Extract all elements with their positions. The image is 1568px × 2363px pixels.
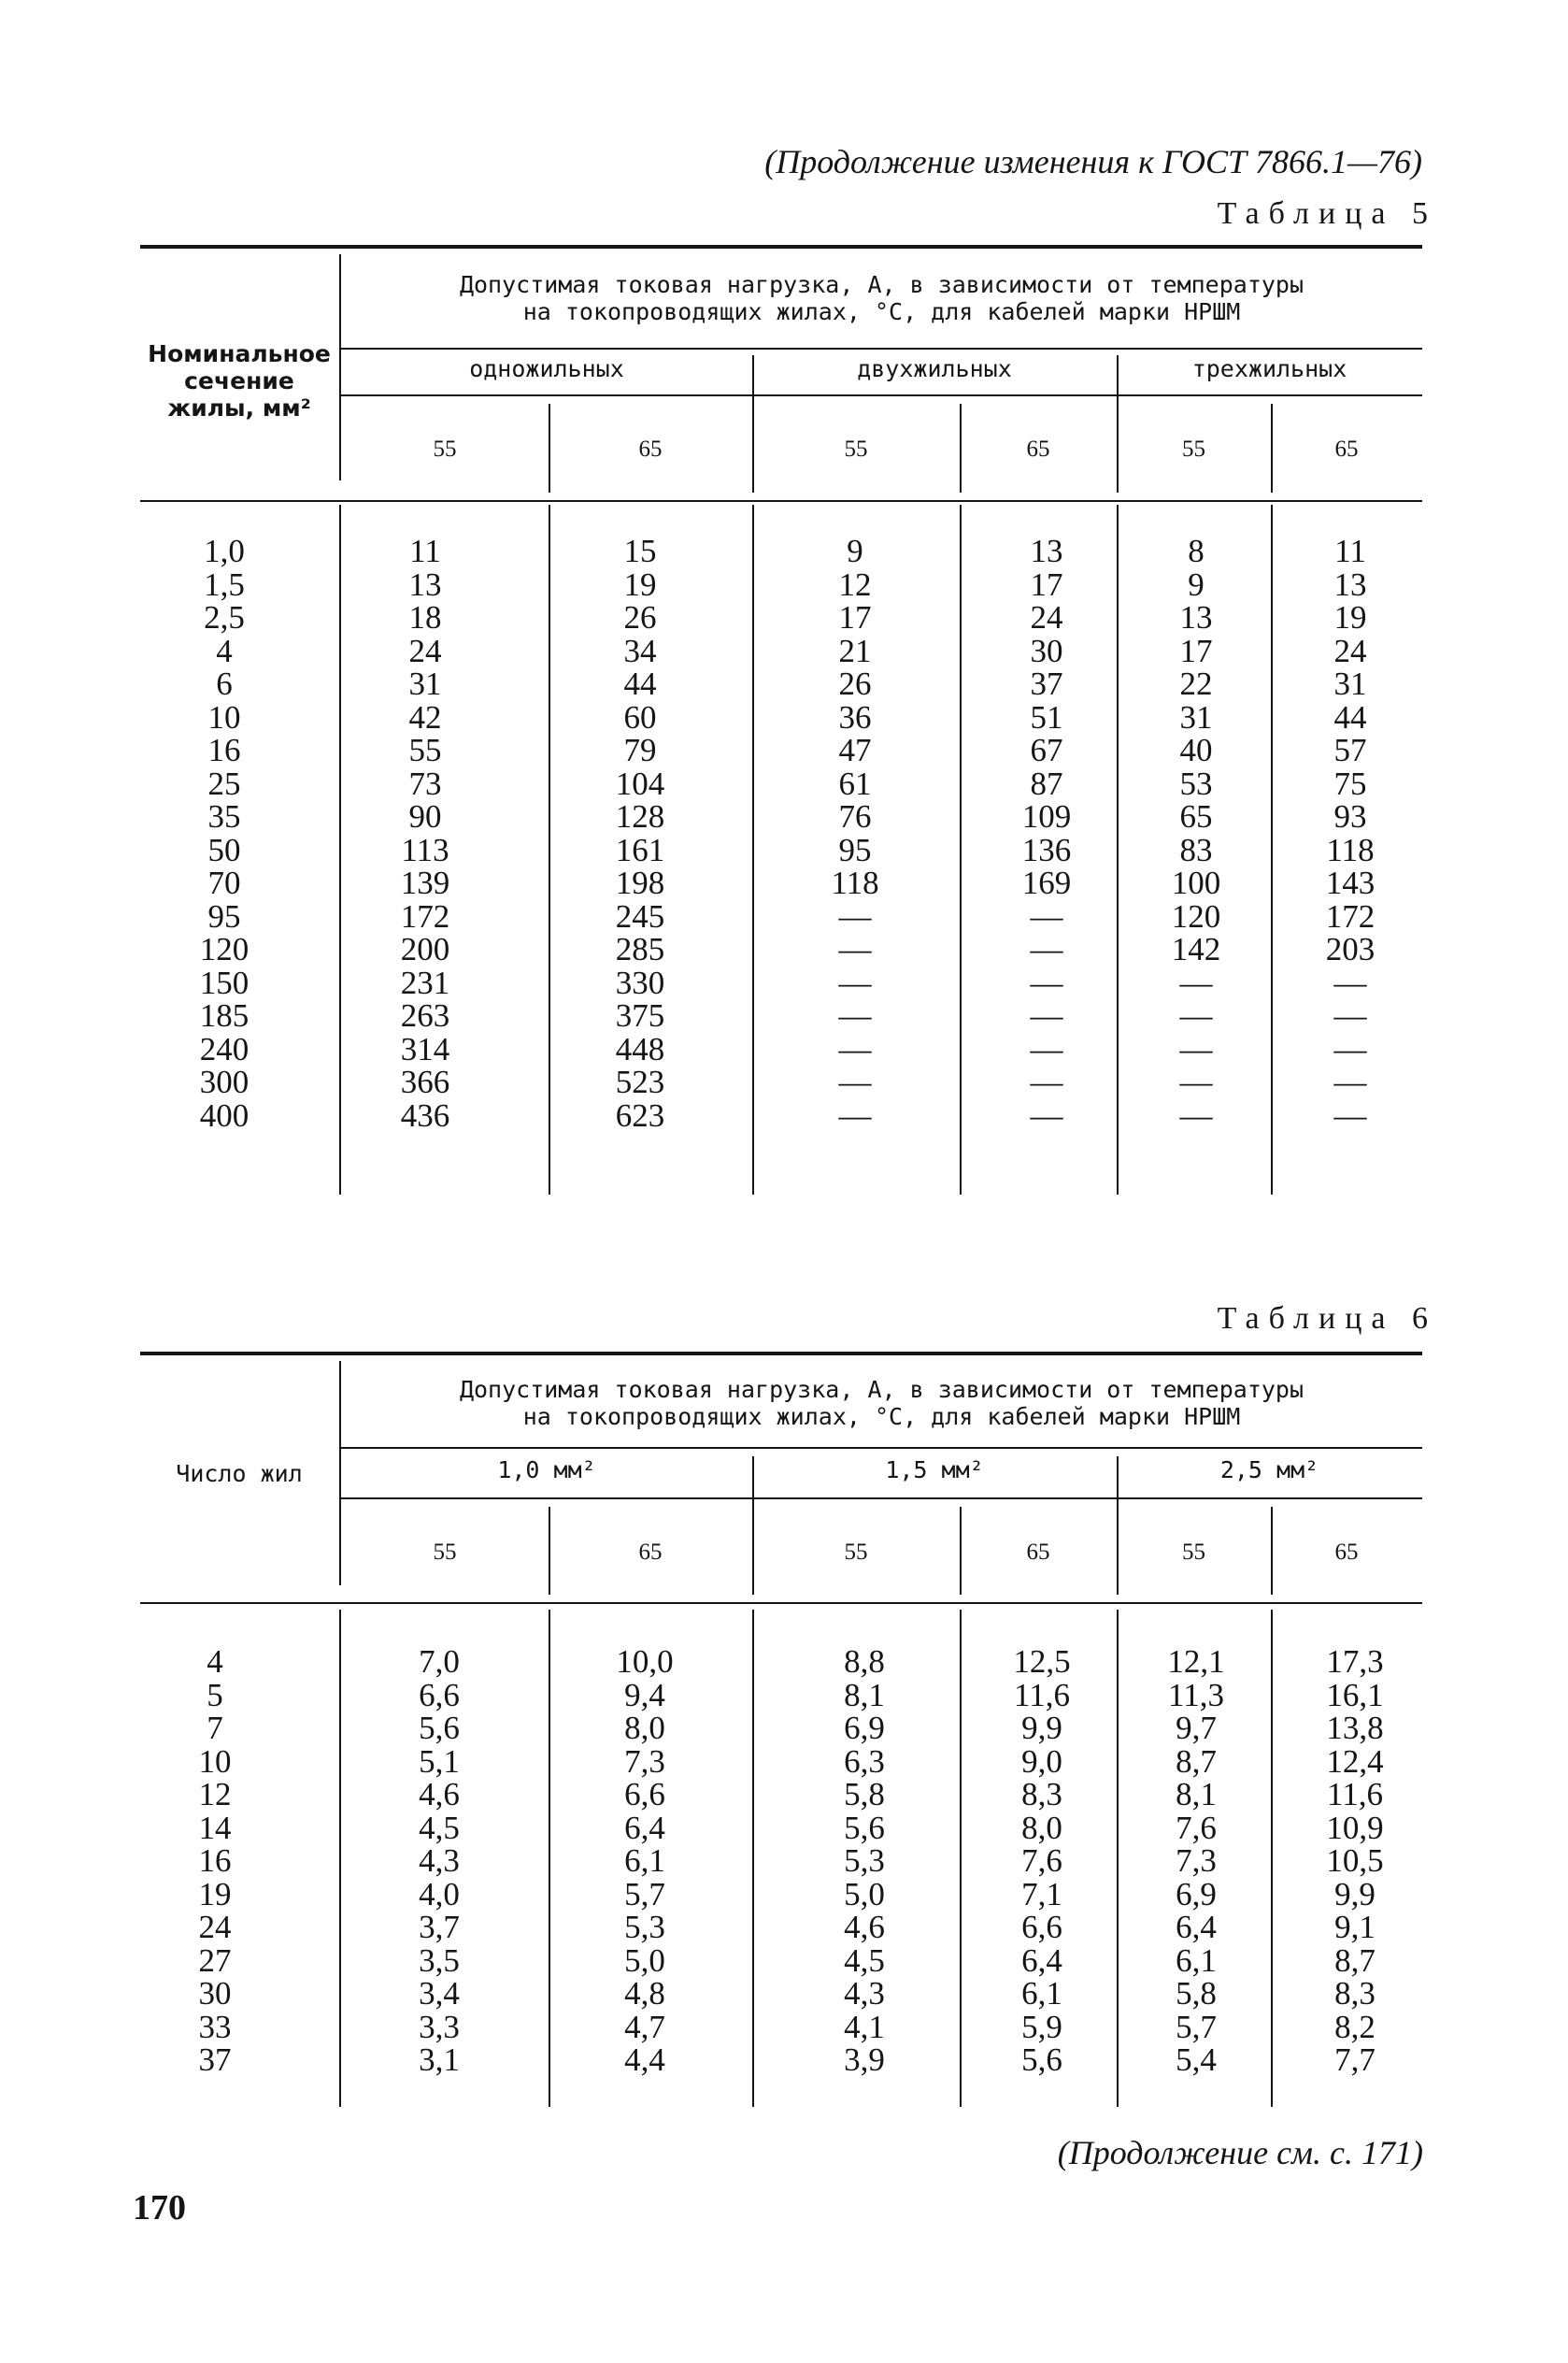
table5-header-rule — [341, 348, 1422, 350]
table5-col-single-65 — [584, 535, 696, 1132]
table6-cell: 4,5 — [844, 1941, 885, 1979]
table5-cell: 198 — [615, 865, 665, 901]
table6-cell: 4,1 — [844, 2008, 885, 2045]
table6-cell: 5,4 — [1176, 2041, 1217, 2078]
table5-cell: 169 — [1021, 865, 1072, 901]
table5-cell: 40 — [1179, 732, 1213, 768]
table5-cell: — — [1179, 1096, 1213, 1134]
table5-cell: 623 — [615, 1096, 665, 1134]
table5-cell: 75 — [1333, 765, 1367, 802]
table6-cores-cell: 37 — [198, 2041, 232, 2078]
table5-cell: 330 — [615, 964, 665, 1001]
table6-vrule — [960, 1507, 962, 1595]
table6-temp-55: 55 — [433, 1540, 457, 1565]
table6-cell: 4,3 — [844, 1975, 885, 2012]
table5-cell: 57 — [1333, 732, 1367, 768]
table5-section-cell: 2,5 — [204, 599, 245, 636]
table5-cell: — — [1333, 964, 1367, 1001]
table6-cell: 6,1 — [1021, 1975, 1062, 2012]
table5-cell: 67 — [1030, 732, 1063, 768]
table5-cell: 143 — [1325, 865, 1376, 901]
table5-cell: — — [1179, 1064, 1213, 1100]
table6-cell: 6,1 — [1176, 1941, 1217, 1979]
table6-cores-cell: 19 — [198, 1875, 232, 1912]
table5-cell: — — [838, 1030, 872, 1067]
table6-vrule — [1117, 1610, 1119, 2107]
table5-vrule — [752, 505, 754, 1195]
table5-cell: — — [1179, 964, 1213, 1001]
table5-cell: 11 — [409, 533, 441, 569]
table5-cell: 263 — [400, 997, 450, 1034]
table5-cell: 100 — [1171, 865, 1221, 901]
table5-cell: 172 — [400, 897, 450, 935]
table5-temp-65: 65 — [638, 437, 663, 462]
document-header: (Продолжение изменения к ГОСТ 7866.1—76) — [764, 143, 1422, 180]
table5-section-cell: 25 — [207, 765, 241, 802]
table5-cell: 42 — [408, 698, 442, 736]
table6-cell: 5,7 — [1176, 2008, 1217, 2045]
table6-cell: 11,3 — [1168, 1676, 1224, 1713]
table5-col-three-65 — [1304, 535, 1397, 1132]
table5-section-cell: 240 — [199, 1030, 249, 1067]
table5-cell: — — [1179, 1030, 1213, 1067]
table6-cell: 3,9 — [844, 2041, 885, 2078]
table6-cores-cell: 7 — [207, 1710, 223, 1746]
table6-cell: 7,0 — [419, 1643, 460, 1680]
table5-cell: — — [1333, 1096, 1367, 1134]
table5-row-header-line2: сечение — [184, 367, 294, 394]
table5-cell: 9 — [847, 533, 863, 569]
table6-cell: 5,0 — [624, 1941, 665, 1979]
table6-cell: 7,3 — [1176, 1842, 1217, 1879]
table6-cell: 9,4 — [624, 1676, 665, 1713]
table5-cell: 314 — [400, 1030, 450, 1067]
table6-cell: 4,8 — [624, 1975, 665, 2012]
table5-section-cell: 150 — [199, 964, 249, 1001]
table5-cell: 523 — [615, 1064, 665, 1100]
table6-col-2-5-55 — [1145, 1645, 1247, 2077]
table6-cores-cell: 4 — [207, 1643, 223, 1680]
table6-cell: 6,4 — [1176, 1909, 1217, 1945]
table5-cell: 17 — [1030, 566, 1063, 603]
table6-cell: 7,1 — [1021, 1875, 1062, 1912]
table5-section-cell: 95 — [207, 897, 241, 935]
table5-cell: 366 — [400, 1064, 450, 1100]
table5-cell: 203 — [1325, 931, 1376, 967]
table5-vrule — [549, 404, 550, 493]
table6-cell: 8,0 — [624, 1710, 665, 1746]
table5-cell: 13 — [1030, 533, 1063, 569]
table6-vrule — [752, 1610, 754, 2107]
table5-cell: 31 — [408, 666, 442, 702]
table5-cell: 136 — [1021, 831, 1072, 868]
table6-cell: 9,0 — [1021, 1742, 1062, 1780]
table6-cell: 5,8 — [844, 1776, 885, 1812]
table6-cell: 8,3 — [1021, 1776, 1062, 1812]
table6-cores-cell: 12 — [198, 1776, 232, 1812]
table5-col-two-65 — [991, 535, 1103, 1132]
table6-cell: 12,5 — [1013, 1643, 1071, 1680]
table5-cell: 24 — [408, 632, 442, 669]
table5-vrule — [549, 505, 550, 1195]
table6-cell: 5,1 — [419, 1742, 460, 1780]
table5-group-rule — [341, 394, 1422, 396]
table5-cell: 11 — [1334, 533, 1366, 569]
table5-cell: 83 — [1179, 831, 1213, 868]
table5-cell: 161 — [615, 831, 665, 868]
table6-vrule — [1271, 1610, 1273, 2107]
table5-cell: 26 — [838, 666, 872, 702]
table6-cell: 4,6 — [419, 1776, 460, 1812]
table6-cores-cell: 5 — [207, 1676, 223, 1713]
table5-cell: 17 — [1179, 632, 1213, 669]
table6-cell: 4,4 — [624, 2041, 665, 2078]
table5-vrule — [1117, 505, 1119, 1195]
table5-cell: 13 — [408, 566, 442, 603]
table6-cell: 7,6 — [1176, 1809, 1217, 1846]
table5-cell: — — [1030, 1096, 1063, 1134]
table5-cell: 375 — [615, 997, 665, 1034]
table6-cell: 5,8 — [1176, 1975, 1217, 2012]
table5-cell: 31 — [1179, 698, 1213, 736]
table5-body-rule — [140, 500, 1422, 502]
table6-cell: 6,6 — [419, 1676, 460, 1713]
table6-cell: 9,7 — [1176, 1710, 1217, 1746]
table6-cell: 3,3 — [419, 2008, 460, 2045]
table6-cell: 13,8 — [1326, 1710, 1384, 1746]
table6-cell: 10,9 — [1326, 1809, 1384, 1846]
table6-header-rule — [341, 1447, 1422, 1449]
table5-section-cell: 35 — [207, 798, 241, 835]
table6-cores-cell: 10 — [198, 1742, 232, 1780]
table6-cell: 9,1 — [1334, 1909, 1376, 1945]
table6-cores-cell: 14 — [198, 1809, 232, 1846]
table6-cell: 4,6 — [844, 1909, 885, 1945]
table5-cell: — — [838, 1096, 872, 1134]
table5-cell: 19 — [1333, 599, 1367, 636]
table5-section-cell: 1,0 — [204, 533, 245, 569]
table6-cell: 4,7 — [624, 2008, 665, 2045]
table6-cell: 4,0 — [419, 1875, 460, 1912]
table5-group-two-core: двухжильных — [857, 355, 1012, 382]
table5-cell: 13 — [1333, 566, 1367, 603]
table5-cell: 51 — [1030, 698, 1063, 736]
table5-temp-65: 65 — [1334, 437, 1359, 462]
table5-cell: 79 — [623, 732, 657, 768]
table6-top-rule — [140, 1352, 1422, 1355]
table6-cell: 11,6 — [1014, 1676, 1070, 1713]
table5-cell: 73 — [408, 765, 442, 802]
table6-vrule — [339, 1610, 341, 2107]
table6-cell: 7,7 — [1334, 2041, 1376, 2078]
table6-cell: 6,4 — [624, 1809, 665, 1846]
page-number: 170 — [133, 2188, 186, 2227]
table5-cell: 18 — [408, 599, 442, 636]
table6-temp-55: 55 — [1182, 1540, 1205, 1565]
table5-vrule — [752, 355, 754, 493]
table5-cell: 120 — [1171, 897, 1221, 935]
table5-cell: — — [1030, 964, 1063, 1001]
table6-cell: 5,6 — [1021, 2041, 1062, 2078]
table5-cell: 118 — [831, 865, 879, 901]
table6-cell: 8,8 — [844, 1643, 885, 1680]
table5-cell: 44 — [623, 666, 657, 702]
table5-cell: 109 — [1021, 798, 1072, 835]
table5-cell: 113 — [401, 831, 449, 868]
table5-row-header-line1: Номинальное — [148, 340, 331, 367]
table5-cell: — — [838, 931, 872, 967]
table5-cell: 30 — [1030, 632, 1063, 669]
table5-cell: — — [1030, 1030, 1063, 1067]
table5-cell: 36 — [838, 698, 872, 736]
table5-cell: 60 — [623, 698, 657, 736]
table5-main-header — [341, 271, 1422, 325]
table5-cell: 118 — [1326, 831, 1375, 868]
table5-cell: — — [1030, 997, 1063, 1034]
table5-cell: 436 — [400, 1096, 450, 1134]
table6-cell: 5,3 — [844, 1842, 885, 1879]
table5-cell: 76 — [838, 798, 872, 835]
table6-cell: 7,6 — [1021, 1842, 1062, 1879]
table5-cell: — — [838, 897, 872, 935]
table6-group-1-5: 1,5 мм² — [885, 1456, 984, 1483]
table5-cell: 13 — [1179, 599, 1213, 636]
table5-group-single-core: одножильных — [469, 355, 624, 382]
table6-cell: 8,1 — [844, 1676, 885, 1713]
table6-cell: 6,3 — [844, 1742, 885, 1780]
table6-vrule — [549, 1610, 550, 2107]
table6-main-header — [341, 1376, 1422, 1430]
table5-cell: 37 — [1030, 666, 1063, 702]
table5-section-cell: 1,5 — [204, 566, 245, 603]
table5-section-column — [178, 535, 271, 1132]
table5-vrule — [1271, 505, 1273, 1195]
table5-cell: 104 — [615, 765, 665, 802]
table6-cell: 5,6 — [844, 1809, 885, 1846]
table6-cell: 9,9 — [1334, 1875, 1376, 1912]
table6-col-1-0-55 — [388, 1645, 491, 2077]
table6-group-1-0: 1,0 мм² — [497, 1456, 596, 1483]
table6-temp-65: 65 — [1026, 1540, 1050, 1565]
table6-cell: 3,1 — [419, 2041, 460, 2078]
table5-cell: — — [1333, 1064, 1367, 1100]
table6-cell: 10,0 — [616, 1643, 674, 1680]
table5-section-cell: 70 — [207, 865, 241, 901]
table6-vrule — [752, 1456, 754, 1595]
table5-cell: 15 — [623, 533, 657, 569]
table6-cell: 7,3 — [624, 1742, 665, 1780]
table6-main-header-line2: на токопроводящих жилах, °С, для кабелей марки НРШМ — [522, 1403, 1241, 1430]
table5-vrule — [1117, 355, 1119, 493]
table5-cell: — — [1030, 1064, 1063, 1100]
table5-cell: 21 — [838, 632, 872, 669]
table6-cores-cell: 27 — [198, 1941, 232, 1979]
table5-cell: 172 — [1325, 897, 1376, 935]
table6-cell: 3,7 — [419, 1909, 460, 1945]
table6-cell: 8,3 — [1334, 1975, 1376, 2012]
table5-section-cell: 185 — [199, 997, 249, 1034]
table6-vrule — [339, 1361, 341, 1585]
table5-cell: 200 — [400, 931, 450, 967]
table6-cell: 5,3 — [624, 1909, 665, 1945]
table6-cell: 5,6 — [419, 1710, 460, 1746]
table6-cell: 4,3 — [419, 1842, 460, 1879]
table5-cell: 65 — [1179, 798, 1213, 835]
table6-temp-65: 65 — [638, 1540, 663, 1565]
table5-cell: 90 — [408, 798, 442, 835]
table5-cell: — — [1179, 997, 1213, 1034]
table6-cell: 4,5 — [419, 1809, 460, 1846]
table5-cell: — — [838, 1064, 872, 1100]
table6-cell: 6,1 — [624, 1842, 665, 1879]
table5-col-single-55 — [374, 535, 477, 1132]
table5-caption: Таблица 5 — [1217, 196, 1437, 231]
table6-cell: 6,6 — [624, 1776, 665, 1812]
table5-vrule — [960, 404, 962, 493]
table5-cell: 93 — [1333, 798, 1367, 835]
table5-col-two-55 — [804, 535, 906, 1132]
table6-cores-cell: 33 — [198, 2008, 232, 2045]
table5-cell: 12 — [838, 566, 872, 603]
table5-cell: 87 — [1030, 765, 1063, 802]
table5-cell: — — [838, 997, 872, 1034]
table5-cell: 26 — [623, 599, 657, 636]
table6-cell: 16,1 — [1326, 1676, 1384, 1713]
table6-cell: 6,6 — [1021, 1909, 1062, 1945]
table5-cell: 142 — [1171, 931, 1221, 967]
table6-cell: 8,1 — [1176, 1776, 1217, 1812]
table5-cell: 128 — [615, 798, 665, 835]
table6-cell: 9,9 — [1021, 1710, 1062, 1746]
table5-cell: — — [838, 964, 872, 1001]
table5-cell: 55 — [408, 732, 442, 768]
table6-cores-cell: 16 — [198, 1842, 232, 1879]
table5-cell: — — [1030, 931, 1063, 967]
table5-cell: 44 — [1333, 698, 1367, 736]
table6-cell: 10,5 — [1326, 1842, 1384, 1879]
table6-cell: 5,9 — [1021, 2008, 1062, 2045]
table5-cell: 61 — [838, 765, 872, 802]
table5-cell: 448 — [615, 1030, 665, 1067]
table5-cell: 47 — [838, 732, 872, 768]
table6-cell: 8,2 — [1334, 2008, 1376, 2045]
table5-cell: — — [1030, 897, 1063, 935]
table6-cell: 8,0 — [1021, 1809, 1062, 1846]
table5-cell: — — [1333, 1030, 1367, 1067]
table6-temp-55: 55 — [844, 1540, 868, 1565]
table6-caption: Таблица 6 — [1217, 1301, 1437, 1336]
table6-cell: 17,3 — [1326, 1643, 1384, 1680]
table5-cell: 8 — [1188, 533, 1205, 569]
table6-cell: 8,7 — [1176, 1742, 1217, 1780]
table5-vrule — [339, 254, 341, 480]
table5-cell: 231 — [400, 964, 450, 1001]
table6-vrule — [1117, 1456, 1119, 1595]
table5-group-three-core: трехжильных — [1191, 355, 1347, 382]
table6-cell: 3,5 — [419, 1941, 460, 1979]
table5-cell: 245 — [615, 897, 665, 935]
table6-vrule — [960, 1610, 962, 2107]
table5-cell: 24 — [1333, 632, 1367, 669]
table6-body-rule — [140, 1602, 1422, 1604]
table6-col-1-0-65 — [589, 1645, 701, 2077]
table6-col-1-5-65 — [986, 1645, 1098, 2077]
table5-section-cell: 400 — [199, 1096, 249, 1134]
table6-cores-column — [178, 1645, 252, 2077]
table6-cores-cell: 30 — [198, 1975, 232, 2012]
table5-section-cell: 16 — [207, 732, 241, 768]
table6-cell: 5,7 — [624, 1875, 665, 1912]
table6-vrule — [1271, 1507, 1273, 1595]
table5-col-three-55 — [1149, 535, 1243, 1132]
table5-cell: 34 — [623, 632, 657, 669]
table5-main-header-line2: на токопроводящих жилах, °С, для кабелей марки НРШМ — [522, 298, 1241, 325]
table6-cell: 12,4 — [1326, 1742, 1384, 1780]
table5-cell: 139 — [400, 865, 450, 901]
table5-section-cell: 300 — [199, 1064, 249, 1100]
table6-cores-cell: 24 — [198, 1909, 232, 1945]
table6-group-2-5: 2,5 мм² — [1219, 1456, 1319, 1483]
table6-group-rule — [341, 1497, 1422, 1499]
table6-cell: 6,9 — [1176, 1875, 1217, 1912]
table5-cell: — — [1333, 997, 1367, 1034]
table5-cell: 24 — [1030, 599, 1063, 636]
table6-cell: 6,4 — [1021, 1941, 1062, 1979]
table5-temp-55: 55 — [844, 437, 868, 462]
table5-section-cell: 10 — [207, 698, 241, 736]
table5-vrule — [960, 505, 962, 1195]
table5-cell: 31 — [1333, 666, 1367, 702]
table5-section-cell: 6 — [216, 666, 233, 702]
table5-section-cell: 120 — [199, 931, 249, 967]
table6-vrule — [549, 1507, 550, 1595]
table5-row-header — [140, 340, 338, 422]
table5-cell: 19 — [623, 566, 657, 603]
table6-cell: 3,4 — [419, 1975, 460, 2012]
table6-main-header-line1: Допустимая токовая нагрузка, А, в зависимости от температуры — [459, 1376, 1304, 1403]
table5-cell: 22 — [1179, 666, 1213, 702]
table6-col-2-5-65 — [1304, 1645, 1406, 2077]
table5-section-cell: 50 — [207, 831, 241, 868]
table5-temp-55: 55 — [1182, 437, 1205, 462]
continuation-note: (Продолжение см. с. 171) — [1057, 2134, 1423, 2171]
table6-col-1-5-55 — [813, 1645, 916, 2077]
table6-cell: 11,6 — [1327, 1776, 1383, 1812]
table6-cell: 12,1 — [1167, 1643, 1225, 1680]
table5-vrule — [339, 505, 341, 1195]
table5-row-header-line3: жилы, мм² — [167, 394, 311, 422]
table5-cell: 17 — [838, 599, 872, 636]
table5-cell: 9 — [1188, 566, 1205, 603]
table5-cell: 285 — [615, 931, 665, 967]
table5-cell: 95 — [838, 831, 872, 868]
table5-top-rule — [140, 245, 1422, 249]
table5-temp-65: 65 — [1026, 437, 1050, 462]
table6-row-header: Число жил — [176, 1460, 303, 1487]
table6-cell: 5,0 — [844, 1875, 885, 1912]
table6-temp-65: 65 — [1334, 1540, 1359, 1565]
table5-main-header-line1: Допустимая токовая нагрузка, А, в зависимости от температуры — [459, 271, 1304, 298]
table5-temp-55: 55 — [433, 437, 457, 462]
table5-vrule — [1271, 404, 1273, 493]
table6-cell: 6,9 — [844, 1710, 885, 1746]
table6-cell: 8,7 — [1334, 1941, 1376, 1979]
table5-section-cell: 4 — [216, 632, 233, 669]
table5-cell: 53 — [1179, 765, 1213, 802]
